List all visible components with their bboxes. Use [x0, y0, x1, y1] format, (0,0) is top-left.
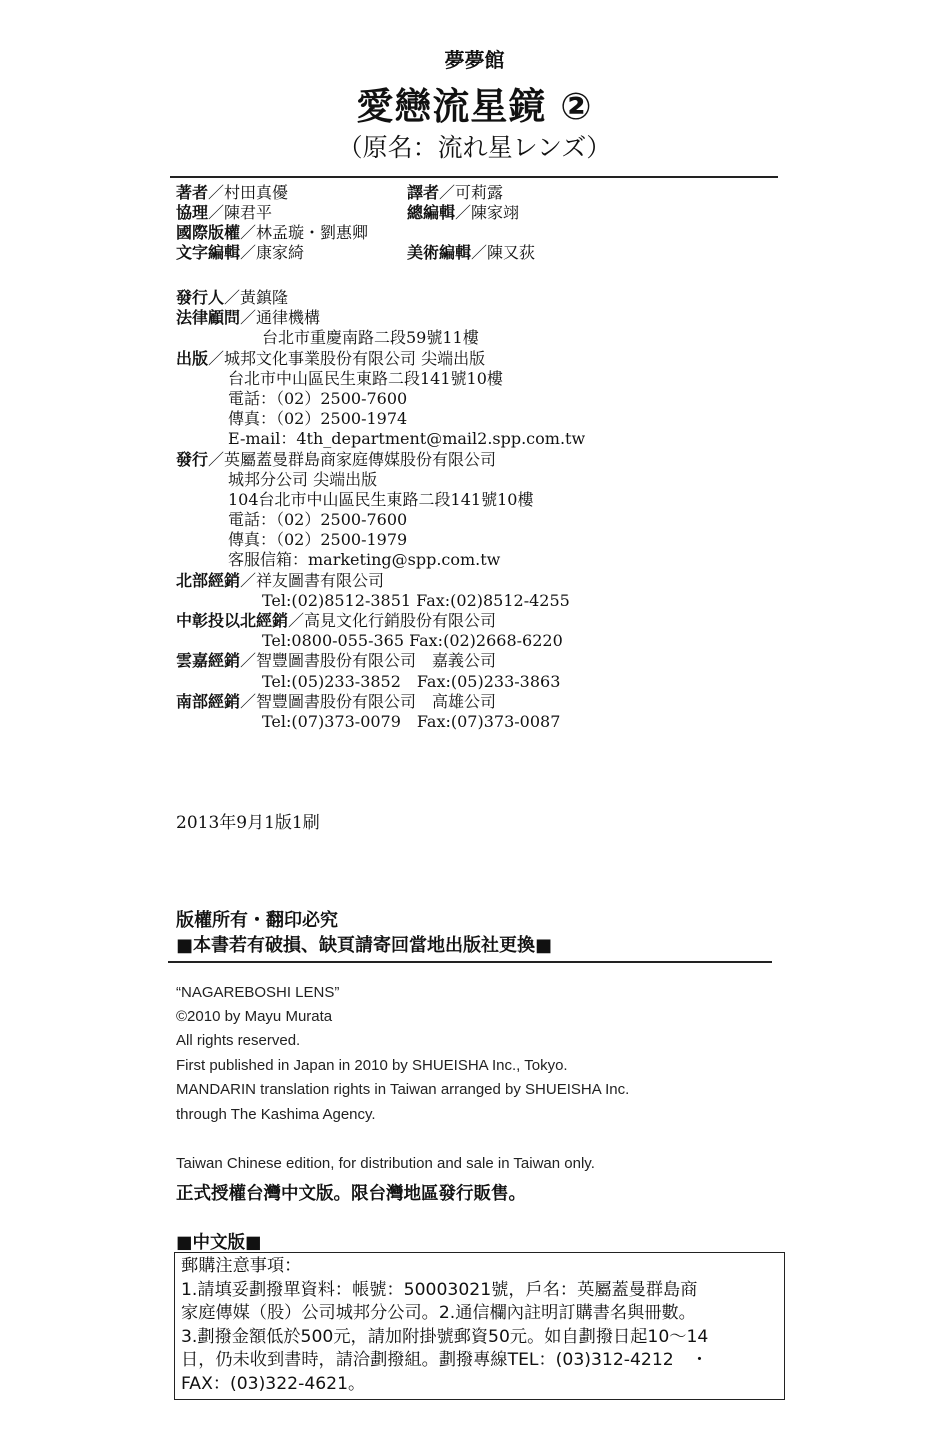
mail-order-line: 3.劃撥金額低於500元，請加附掛號郵資50元。如自劃撥日起10～14 [181, 1326, 709, 1347]
central-distributor-tel: Tel:0800-055-365 Fax:(02)2668-6220 [262, 631, 563, 651]
mail-order-line: 家庭傳媒（股）公司城邦分公司。2.通信欄內註明訂購書名與冊數。 [181, 1303, 696, 1323]
publisher-fax: 傳真：（02）2500-1974 [228, 409, 408, 429]
english-title-line: “NAGAREBOSHI LENS” [176, 984, 340, 1001]
mail-order-heading: 郵購注意事項： [181, 1256, 302, 1276]
credit-manager: 協理／陳君平 [176, 203, 273, 222]
chinese-edition-label: ■中文版■ [176, 1233, 262, 1253]
copyright-line: ©2010 by Mayu Murata [176, 1008, 333, 1025]
distribution-line: 發行／英屬蓋曼群島商家庭傳媒股份有限公司 [176, 449, 497, 469]
credit-author: 著者／村田真優 [176, 183, 289, 202]
credit-text-editor: 文字編輯／康家綺 [176, 243, 305, 262]
rights-divider [168, 961, 772, 963]
first-published-line: First published in Japan in 2010 by SHUEISHA Inc., Tokyo. [176, 1057, 568, 1074]
agency-line: through The Kashima Agency. [176, 1106, 376, 1123]
credit-translator: 譯者／可莉露 [407, 183, 504, 202]
south-distributor-tel: Tel:(07)373-0079 Fax:(07)373-0087 [262, 711, 561, 731]
mail-order-line: 日，仍未收到書時，請洽劃撥組。劃撥專線TEL：(03)312-4212 ・ [181, 1350, 709, 1370]
chiayi-distributor: 雲嘉經銷／智豐圖書股份有限公司 嘉義公司 [176, 651, 497, 671]
legal-line: 法律顧問／通律機構 [176, 308, 321, 328]
translation-rights-line: MANDARIN translation rights in Taiwan arranged by SHUEISHA Inc. [176, 1081, 630, 1098]
rights-reserved-en: All rights reserved. [176, 1032, 301, 1049]
central-distributor: 中彰投以北經銷／高見文化行銷股份有限公司 [176, 611, 497, 630]
south-distributor: 南部經銷／智豐圖書股份有限公司 高雄公司 [176, 691, 497, 711]
mail-order-line: 1.請填妥劃撥單資料：帳號：50003021號，戶名：英屬蓋曼群島商 [181, 1279, 698, 1300]
distribution-phone: 電話：（02）2500-7600 [228, 510, 408, 530]
top-divider [170, 176, 778, 178]
publisher-name: 夢夢館 [444, 48, 505, 72]
credit-chief-editor: 總編輯／陳家翊 [407, 203, 520, 222]
book-title: 愛戀流星鏡 ② [356, 85, 593, 128]
original-title: （原名：流れ星レンズ） [337, 133, 612, 162]
distribution-fax: 傳真：（02）2500-1979 [228, 530, 408, 550]
publishing-info [176, 288, 585, 732]
chiayi-distributor-tel: Tel:(05)233-3852 Fax:(05)233-3863 [262, 671, 561, 691]
publisher-email: E-mail：4th_department@mail2.spp.com.tw [228, 429, 586, 449]
credit-art-editor: 美術編輯／陳又荻 [407, 243, 536, 262]
distribution-address: 104台北市中山區民生東路二段141號10樓 [228, 489, 534, 509]
credit-intl-rights: 國際版權／林孟璇・劉惠卿 [176, 223, 369, 242]
rights-reserved: 版權所有・翻印必究 [176, 910, 338, 931]
north-distributor-tel: Tel:(02)8512-3851 Fax:(02)8512-4255 [262, 590, 570, 610]
publisher-line: 出版／城邦文化事業股份有限公司 尖端出版 [176, 348, 486, 368]
mail-order-line: FAX：(03)322-4621。 [181, 1373, 366, 1394]
damage-replacement-notice: ■本書若有破損、缺頁請寄回當地出版社更換■ [176, 935, 553, 956]
edition-date: 2013年9月1版1刷 [176, 813, 320, 833]
edition-note-en: Taiwan Chinese edition, for distribution and sale in Taiwan only. [176, 1155, 595, 1172]
issuer-line: 發行人／黃鎮隆 [176, 288, 289, 307]
publisher-address: 台北市中山區民生東路二段141號10樓 [228, 368, 503, 388]
mail-order-box [174, 1252, 785, 1400]
distribution-branch: 城邦分公司 尖端出版 [228, 469, 378, 489]
distribution-service-email: 客服信箱：marketing@spp.com.tw [228, 550, 501, 570]
publisher-phone: 電話：（02）2500-7600 [228, 388, 408, 408]
official-license-notice: 正式授權台灣中文版。限台灣地區發行販售。 [176, 1184, 526, 1204]
legal-address: 台北市重慶南路二段59號11樓 [262, 328, 479, 348]
north-distributor: 北部經銷／祥友圖書有限公司 [176, 570, 385, 590]
